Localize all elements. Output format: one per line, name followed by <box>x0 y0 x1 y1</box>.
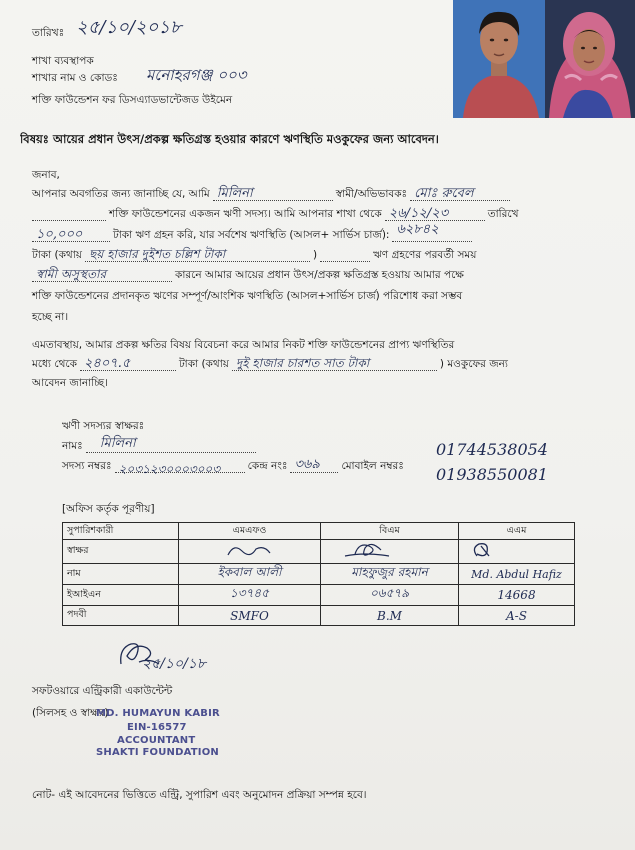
mfo-name: ইকবাল আলী <box>217 565 282 579</box>
p2-line-1 <box>32 339 457 352</box>
p1-text: টাকা (কথায় <box>32 249 82 261</box>
table-row <box>63 564 575 585</box>
p1-text: শক্তি ফাউন্ডেশনের একজন ঋণী সদস্য। আমি আপনার শাখা থেকে <box>109 208 382 220</box>
p1-text: শক্তি ফাউন্ডেশনের প্রদানকৃত ঋণের সম্পূর্ণ/আংশিক ঋণস্থিতি (আসল+সার্ভিস চার্জ) পরিশোধ করা সম্ভব <box>32 290 463 302</box>
applicant-name: মিলিনা <box>216 186 253 201</box>
mfo-designation: SMFO <box>230 608 269 623</box>
p1-text: কারনে আমার আয়ের প্রধান উৎস/প্রকল্প ক্ষতিগ্রস্ত হওয়ায় আমার পক্ষে <box>175 269 464 281</box>
member-number-field <box>115 461 245 476</box>
bm-signature <box>325 540 395 560</box>
p1-line-7 <box>32 311 71 324</box>
branch-value: মনোহরগঞ্জ ০০৩ <box>146 66 247 84</box>
recommendation-table <box>62 522 575 626</box>
mobile-label: মোবাইল নম্বরঃ <box>341 460 404 472</box>
bm-signature-cell <box>321 540 459 564</box>
bm-name: মাহফুজুর রহমান <box>351 565 428 579</box>
member-number-label: সদস্য নম্বরঃ <box>62 460 112 472</box>
p2-line-3 <box>32 377 111 390</box>
outstanding-words: ছয় হাজার দুইশত চল্লিশ টাকা <box>88 247 226 261</box>
p1-text: ঋণ গ্রহণের পরবর্তী সময় <box>373 249 477 261</box>
member-name: মিলিনা <box>99 436 136 451</box>
seal-label: (সিলসহ ও স্বাক্ষর) <box>32 707 109 719</box>
p1-line-6 <box>32 290 465 303</box>
applicant-name-field <box>213 186 333 201</box>
member-name-field <box>86 436 256 453</box>
mobile-number-2: 01938550081 <box>436 465 548 484</box>
addressee: শাখা ব্যবস্থাপক <box>32 55 94 67</box>
p2-text: টাকা (কথায় <box>178 358 229 370</box>
date-label: তারিখঃ <box>32 27 65 39</box>
waiver-amount: ২৪০৭.৫ <box>83 356 131 371</box>
bm-ein: ০৬৫৭৯ <box>370 586 409 600</box>
salutation: জনাব, <box>32 169 60 181</box>
row-label: নাম <box>63 564 179 585</box>
center-field <box>290 457 338 473</box>
office-use-label: [অফিস কর্তৃক পূরণীয়] <box>62 503 155 515</box>
am-signature <box>463 540 503 560</box>
mfo-signature <box>220 541 280 559</box>
loan-date-field <box>385 206 485 221</box>
reason: স্বামী অসুস্থতার <box>36 267 107 281</box>
p2-line-2 <box>32 358 511 371</box>
bm-designation: B.M <box>377 608 402 623</box>
accountant-label: সফটওয়ারে এন্ট্রিকারী একাউন্টেন্ট <box>32 685 173 697</box>
waiver-words-field <box>232 356 437 371</box>
center-number: ৩৬৯ <box>294 457 320 472</box>
mfo-signature-cell <box>179 540 321 564</box>
p2-text: আবেদন জানাচ্ছি। <box>32 377 108 389</box>
stamp-name: MD. HUMAYUN KABIR <box>96 708 220 719</box>
table-row <box>63 585 575 606</box>
stamp-title: ACCOUNTANT <box>117 735 196 746</box>
p1-line-3 <box>32 222 475 242</box>
guardian-label: স্বামী/অভিভাবকঃ <box>335 188 408 200</box>
blank-field <box>320 250 370 262</box>
stamp-org: SHAKTI FOUNDATION <box>96 747 219 758</box>
table-header: বিএম <box>321 523 459 540</box>
outstanding-words-field <box>85 247 310 262</box>
table-header: এমএফও <box>179 523 321 540</box>
p1-text: ) <box>312 249 318 261</box>
p1-text: টাকা ঋণ গ্রহন করি, যার সর্বশেষ ঋণস্থিতি (আসল+ সার্ভিস চার্জ): <box>113 229 390 241</box>
am-name: Md. Abdul Hafiz <box>471 567 562 581</box>
mobile-number-1: 01744538054 <box>436 440 548 459</box>
table-row <box>63 606 575 626</box>
subject-line: বিষয়ঃ আয়ের প্রধান উৎস/প্রকল্প ক্ষতিগ্রস্ত হওয়ার কারণে ঋণস্থিতি মওকুফের জন্য আবেদন। <box>20 132 439 146</box>
outstanding-amount: ৬২৮৪২ <box>396 222 439 237</box>
guardian-name: মোঃ রুবেল <box>414 186 474 201</box>
loan-date: ২৬/১২/২৩ <box>388 206 449 221</box>
loan-amount: ১০,০০০ <box>36 227 83 242</box>
member-name-row <box>62 436 259 453</box>
date-value: ২৫/১০/২০১৮ <box>76 17 182 38</box>
row-label: ইআইএন <box>63 585 179 606</box>
accountant-signed-date: ২৫/১০/১৮ <box>142 656 206 672</box>
guardian-field <box>410 186 510 201</box>
applicant-photo <box>453 0 635 118</box>
p1-line-2 <box>32 208 522 221</box>
p1-line-1 <box>32 188 513 201</box>
table-header: এএম <box>459 523 575 540</box>
reason-field <box>32 267 172 282</box>
stamp-ein: EIN-16577 <box>127 722 187 733</box>
member-number: ২০৩১২৩০০০৩০০৩ <box>118 462 221 476</box>
mfo-ein: ১৩৭৪৫ <box>230 586 269 600</box>
p1-line-5 <box>32 269 467 282</box>
branch-label: শাখার নাম ও কোডঃ <box>32 72 118 84</box>
p1-text: আপনার অবগতির জন্য জানাচ্ছি যে, আমি <box>32 188 210 200</box>
row-label: পদবী <box>63 606 179 626</box>
p1-line-4 <box>32 249 479 262</box>
loan-amount-field <box>32 227 110 242</box>
waiver-words: দুই হাজার চারশত সাত টাকা <box>235 356 370 370</box>
am-ein: 14668 <box>497 588 536 602</box>
member-number-row <box>62 457 407 476</box>
p1-text: হচ্ছে না। <box>32 311 69 323</box>
waiver-amount-field <box>80 356 176 371</box>
member-name-label: নামঃ <box>62 440 83 452</box>
outstanding-field <box>392 222 472 242</box>
center-label: কেন্দ্র নংঃ <box>247 460 288 472</box>
table-header-row <box>63 523 575 540</box>
p2-text: ) মওকুফের জন্য <box>439 358 508 370</box>
p1-text: তারিখে <box>487 208 519 220</box>
table-header: সুপারিশকারী <box>63 523 179 540</box>
blank-field <box>32 209 106 221</box>
p2-text: মধ্যে থেকে <box>32 358 77 370</box>
p2-text: এমতাবস্থায়, আমার প্রকল্প ক্ষতির বিষয় বিবেচনা করে আমার নিকট শক্তি ফাউন্ডেশনের প্রাপ্য ঋণস্থিতির <box>32 339 455 351</box>
footer-note: নোট- এই আবেদনের ভিত্তিতে এন্ট্রি, সুপারিশ এবং অনুমোদন প্রক্রিয়া সম্পন্ন হবে। <box>32 789 367 801</box>
am-designation: A-S <box>506 608 527 623</box>
member-signature-label: ঋণী সদস্যর স্বাক্ষরঃ <box>62 420 145 432</box>
organization-name: শক্তি ফাউন্ডেশন ফর ডিসএ্যাডভান্টেজড উইমেন <box>32 94 233 106</box>
am-signature-cell <box>459 540 575 564</box>
table-row <box>63 540 575 564</box>
row-label: স্বাক্ষর <box>63 540 179 564</box>
